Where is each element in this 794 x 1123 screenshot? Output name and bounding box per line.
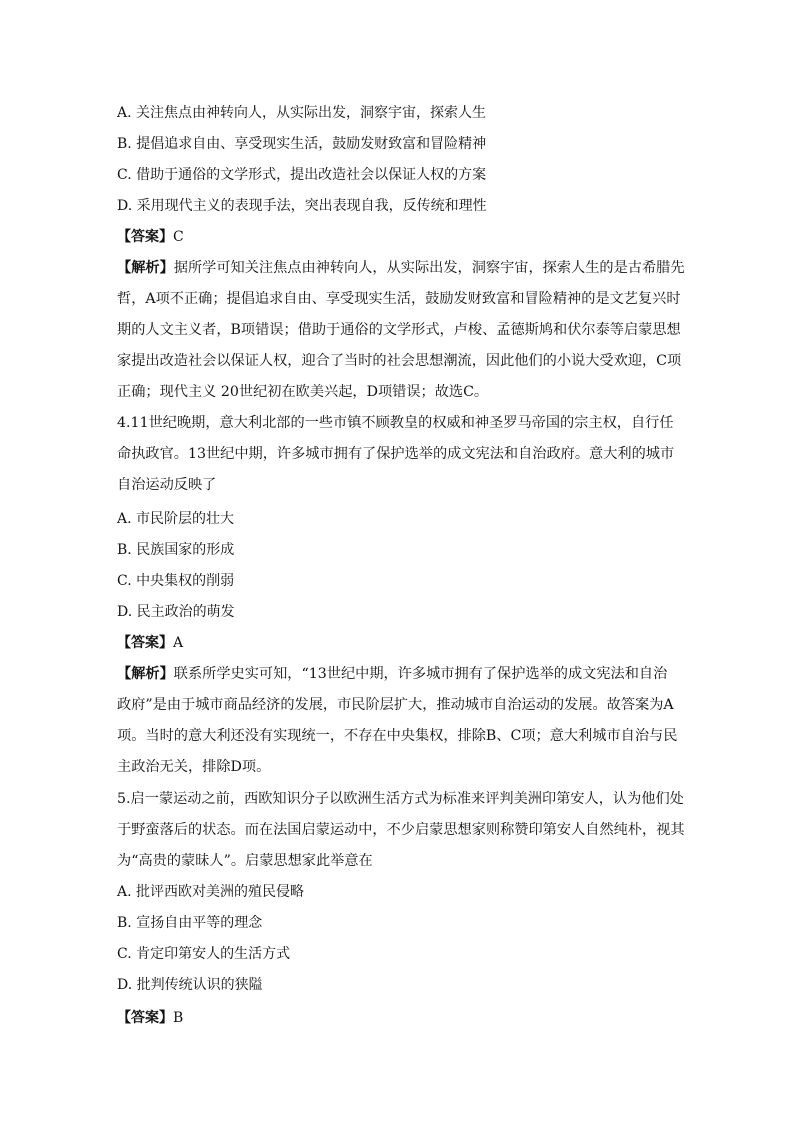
answer-value: A xyxy=(173,635,184,651)
q3-option-a: A. 关注焦点由神转向人，从实际出发，洞察宇宙，探索人生 xyxy=(117,105,487,121)
q5-stem-line: 5.启一蒙运动之前，西欧知识分子以欧洲生活方式为标准来评判美洲印第安人，认为他们处 xyxy=(117,791,684,807)
analysis-label: 【解析】 xyxy=(117,666,174,682)
answer-value: B xyxy=(173,1010,184,1026)
q3-answer xyxy=(117,227,184,247)
answer-label: 【答案】 xyxy=(117,635,173,651)
q4-analysis-line: 主政治无关，排除D项。 xyxy=(117,759,271,775)
q4-answer xyxy=(117,633,183,653)
q5-option-d: D. 批判传统认识的狭隘 xyxy=(117,977,263,993)
q3-analysis-line: 【解析】据所学可知关注焦点由神转向人，从实际出发，洞察宇宙，探索人生的是古希腊先 xyxy=(117,260,685,276)
q4-option-c: C. 中央集权的削弱 xyxy=(117,573,235,589)
q5-option-c: C. 肯定印第安人的生活方式 xyxy=(117,946,291,962)
q5-stem-line: 于野蛮落后的状态。而在法国启蒙运动中，不少启蒙思想家则称赞印第安人自然纯朴，视其 xyxy=(117,822,685,838)
answer-label: 【答案】 xyxy=(117,1010,173,1026)
q3-analysis-line: 期的人文主义者，B项错误；借助于通俗的文学形式，卢梭、孟德斯鸠和伏尔泰等启蒙思想 xyxy=(117,322,681,338)
q3-option-b: B. 提倡追求自由、享受现实生活，鼓励发财致富和冒险精神 xyxy=(117,136,487,152)
q4-analysis-line: 项。当时的意大利还没有实现统一，不存在中央集权，排除B、C项；意大利城市自治与民 xyxy=(117,728,678,744)
q4-stem-line: 命执政官。13世纪中期，许多城市拥有了保护选举的成文宪法和自治政府。意大利的城市 xyxy=(117,446,675,462)
q3-analysis-line: 正确；现代主义 20世纪初在欧美兴起，D项错误；故选C。 xyxy=(117,384,489,400)
q4-analysis-line: 政府”是由于城市商品经济的发展，市民阶层扩大，推动城市自治运动的发展。故答案为A xyxy=(117,697,674,713)
q4-option-d: D. 民主政治的萌发 xyxy=(117,604,235,620)
q4-stem-line: 4.11世纪晚期，意大利北部的一些市镇不顾教皇的权威和神圣罗马帝国的宗主权，自行任 xyxy=(117,415,674,431)
answer-value: C xyxy=(173,229,184,245)
answer-label: 【答案】 xyxy=(117,229,173,245)
q3-analysis-line: 家提出改造社会以保证人权，迎合了当时的社会思想潮流，因此他们的小说大受欢迎，C项 xyxy=(117,353,682,369)
q3-option-c: C. 借助于通俗的文学形式，提出改造社会以保证人权的方案 xyxy=(117,167,487,183)
q4-option-b: B. 民族国家的形成 xyxy=(117,542,235,558)
q4-stem-line: 自治运动反映了 xyxy=(117,477,217,493)
q3-analysis-line: 哲，A项不正确；提倡追求自由、享受现实生活，鼓励发财致富和冒险精神的是文艺复兴时 xyxy=(117,291,681,307)
q5-answer xyxy=(117,1008,183,1028)
q3-option-d: D. 采用现代主义的表现手法，突出表现自我，反传统和理性 xyxy=(117,198,487,214)
q4-option-a: A. 市民阶层的壮大 xyxy=(117,511,235,527)
q5-option-a: A. 批评西欧对美洲的殖民侵略 xyxy=(117,884,305,900)
q5-stem-line: 为“高贵的蒙昧人”。启蒙思想家此举意在 xyxy=(117,853,373,869)
analysis-label: 【解析】 xyxy=(117,260,174,276)
q5-option-b: B. 宣扬自由平等的理念 xyxy=(117,915,263,931)
q4-analysis-line: 【解析】联系所学史实可知，“13世纪中期，许多城市拥有了保护选举的成文宪法和自治 xyxy=(117,666,668,682)
